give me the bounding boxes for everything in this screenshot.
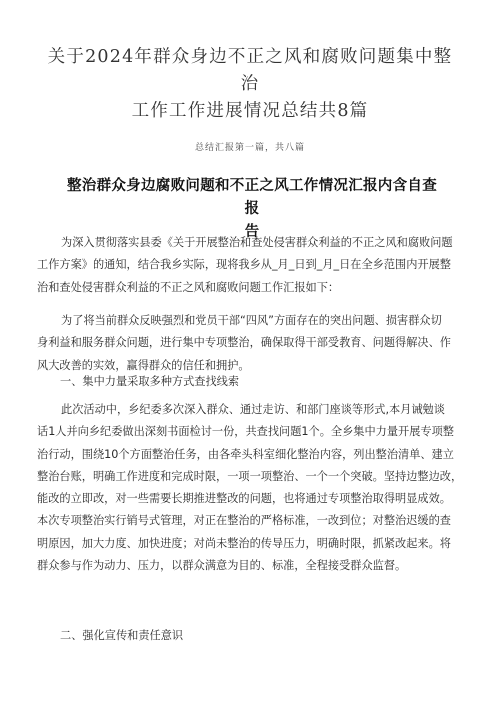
paragraph-purpose	[37, 310, 467, 377]
heading-one: 一、集中力量采取多种方式查找线索	[60, 375, 240, 388]
heading-two: 二、强化宣传和责任意识	[60, 629, 184, 642]
paragraph-line: 为了将当前群众反映强烈和党员干部“四风”方面存在的突出问题、损害群众切	[61, 314, 442, 327]
paragraph-line: 治和查处侵害群众利益的不正之风和腐败问题工作汇报如下：	[37, 280, 340, 294]
document-title	[40, 44, 460, 125]
paragraph-line: 能改的立即改，对一些需要长期推进整改的问题，也将通过专项整治取得明显成效。	[37, 492, 451, 506]
title-line: 关于2024年群众身边不正之风和腐败问题集中整治	[47, 47, 453, 94]
paragraph-line: 话1人并向乡纪委做出深刻书面检讨一份，共查找问题1个。全乡集中力量开展专项整	[37, 425, 454, 439]
paragraph-line: 此次活动中，乡纪委多次深入群众、通过走访、和部门座谈等形式,本月诫勉谈	[61, 403, 445, 416]
paragraph-line: 治行动，围绕10个方面整治任务，由各牵头科室细化整治内容，列出整治清单、建立	[37, 447, 454, 461]
paragraph-line: 整治台账，明确工作进度和完成时限，一项一项整治、一个一个突破。坚持边整边改，	[37, 469, 463, 483]
paragraph-intro	[37, 232, 467, 299]
paragraph-actions	[37, 399, 467, 577]
paragraph-line: 工作方案》的通知，结合我乡实际，现将我乡从_月_日到_月_日在全乡范围内开展整	[37, 258, 451, 272]
section-title-line: 整治群众身边腐败问题和不正之风工作情况汇报内含自查报	[67, 178, 437, 217]
section-title-line: 告	[244, 224, 260, 240]
paragraph-line: 群众参与作为动力、压力，以群众满意为目的、标准，全程接受群众监督。	[37, 559, 407, 573]
paragraph-line: 为深入贯彻落实县委《关于开展整治和查处侵害群众利益的不正之风和腐败问题	[61, 236, 453, 249]
sub-caption: 总结汇报第一篇，共八篇	[194, 143, 305, 153]
paragraph-line: 风大改善的实效，赢得群众的信任和拥护。	[37, 358, 250, 372]
paragraph-line: 明原因，加大力度、加快进度；对尚未整治的传导压力，明确时限，抓紧改起来。将	[37, 536, 451, 550]
title-line: 工作工作进展情况总结共8篇	[131, 101, 369, 121]
paragraph-line: 本次专项整治实行销号式管理，对正在整治的严格标准，一改到位；对整治迟缓的查	[37, 514, 451, 528]
paragraph-line: 身利益和服务群众问题，进行集中专项整治，确保取得干部受教育、问题得解决、作	[37, 336, 451, 350]
